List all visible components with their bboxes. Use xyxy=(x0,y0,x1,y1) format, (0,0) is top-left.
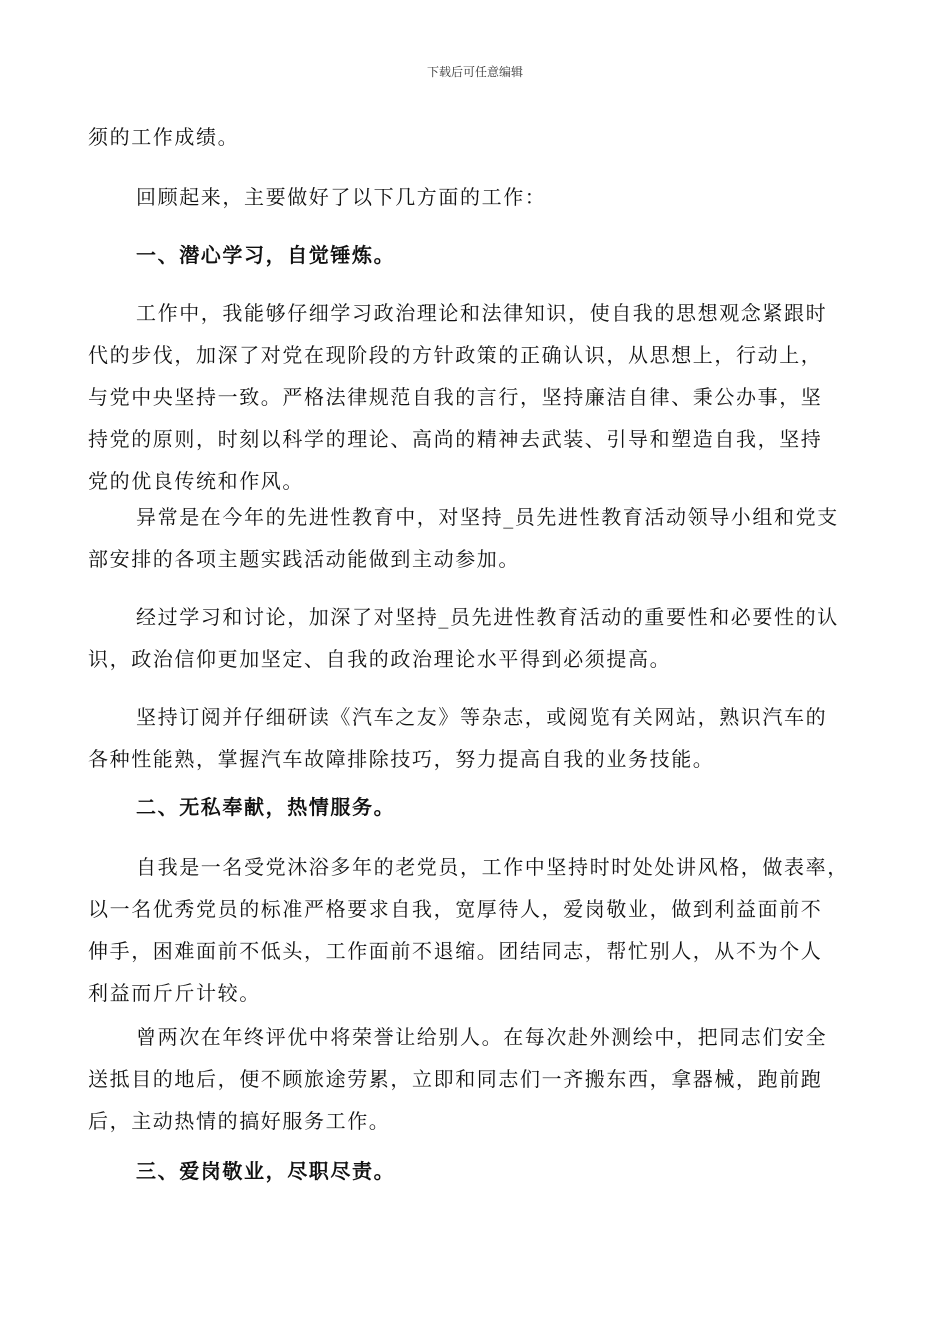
paragraph-dedication xyxy=(88,846,868,1014)
text-line: 党的优良传统和作风。 xyxy=(88,469,304,493)
heading-text: 三、爱岗敬业，尽职尽责。 xyxy=(136,1159,396,1183)
section-heading-1 xyxy=(88,234,868,276)
paragraph-honor xyxy=(88,1016,868,1142)
text-line: 以一名优秀党员的标准严格要求自我，宽厚待人，爱岗敬业，做到利益面前不 xyxy=(88,897,823,921)
text-line: 识，政治信仰更加坚定、自我的政治理论水平得到必须提高。 xyxy=(88,647,672,671)
paragraph-discussion xyxy=(88,596,868,680)
text-line: 自我是一名受党沐浴多年的老党员，工作中坚持时时处处讲风格，做表率， xyxy=(136,855,849,879)
text-line: 部安排的各项主题实践活动能做到主动参加。 xyxy=(88,547,520,571)
text-line: 须的工作成绩。 xyxy=(88,125,240,149)
text-line: 与党中央坚持一致。严格法律规范自我的言行，坚持廉洁自律、秉公办事，坚 xyxy=(88,385,823,409)
heading-text: 二、无私奉献，热情服务。 xyxy=(136,795,396,819)
paragraph-education xyxy=(88,496,868,580)
text-line: 经过学习和讨论，加深了对坚持_员先进性教育活动的重要性和必要性的认 xyxy=(136,605,839,629)
text-line: 异常是在今年的先进性教育中，对坚持_员先进性教育活动领导小组和党支 xyxy=(136,505,839,529)
text-line: 曾两次在年终评优中将荣誉让给别人。在每次赴外测绘中，把同志们安全 xyxy=(136,1025,828,1049)
text-line: 持党的原则，时刻以科学的理论、高尚的精神去武装、引导和塑造自我，坚持 xyxy=(88,427,823,451)
text-line: 代的步伐，加深了对党在现阶段的方针政策的正确认识，从思想上，行动上， xyxy=(88,343,823,367)
text-line: 工作中，我能够仔细学习政治理论和法律知识，使自我的思想观念紧跟时 xyxy=(136,301,828,325)
text-line: 送抵目的地后，便不顾旅途劳累，立即和同志们一齐搬东西，拿器械，跑前跑 xyxy=(88,1067,823,1091)
text-line: 回顾起来，主要做好了以下几方面的工作： xyxy=(136,185,547,209)
paragraph-magazine xyxy=(88,696,868,780)
section-heading-3 xyxy=(88,1150,868,1192)
text-line: 利益而斤斤计较。 xyxy=(88,981,261,1005)
paragraph-continuation xyxy=(88,116,868,158)
page-header-note: 下载后可任意编辑 xyxy=(426,65,523,79)
heading-text: 一、潜心学习，自觉锤炼。 xyxy=(136,243,396,267)
text-line: 后，主动热情的搞好服务工作。 xyxy=(88,1109,391,1133)
paragraph-intro xyxy=(88,176,868,218)
text-line: 坚持订阅并仔细研读《汽车之友》等杂志，或阅览有关网站，熟识汽车的 xyxy=(136,705,828,729)
text-line: 各种性能熟，掌握汽车故障排除技巧，努力提高自我的业务技能。 xyxy=(88,747,715,771)
paragraph-study xyxy=(88,292,868,502)
section-heading-2 xyxy=(88,786,868,828)
text-line: 伸手，困难面前不低头，工作面前不退缩。团结同志，帮忙别人，从不为个人 xyxy=(88,939,823,963)
